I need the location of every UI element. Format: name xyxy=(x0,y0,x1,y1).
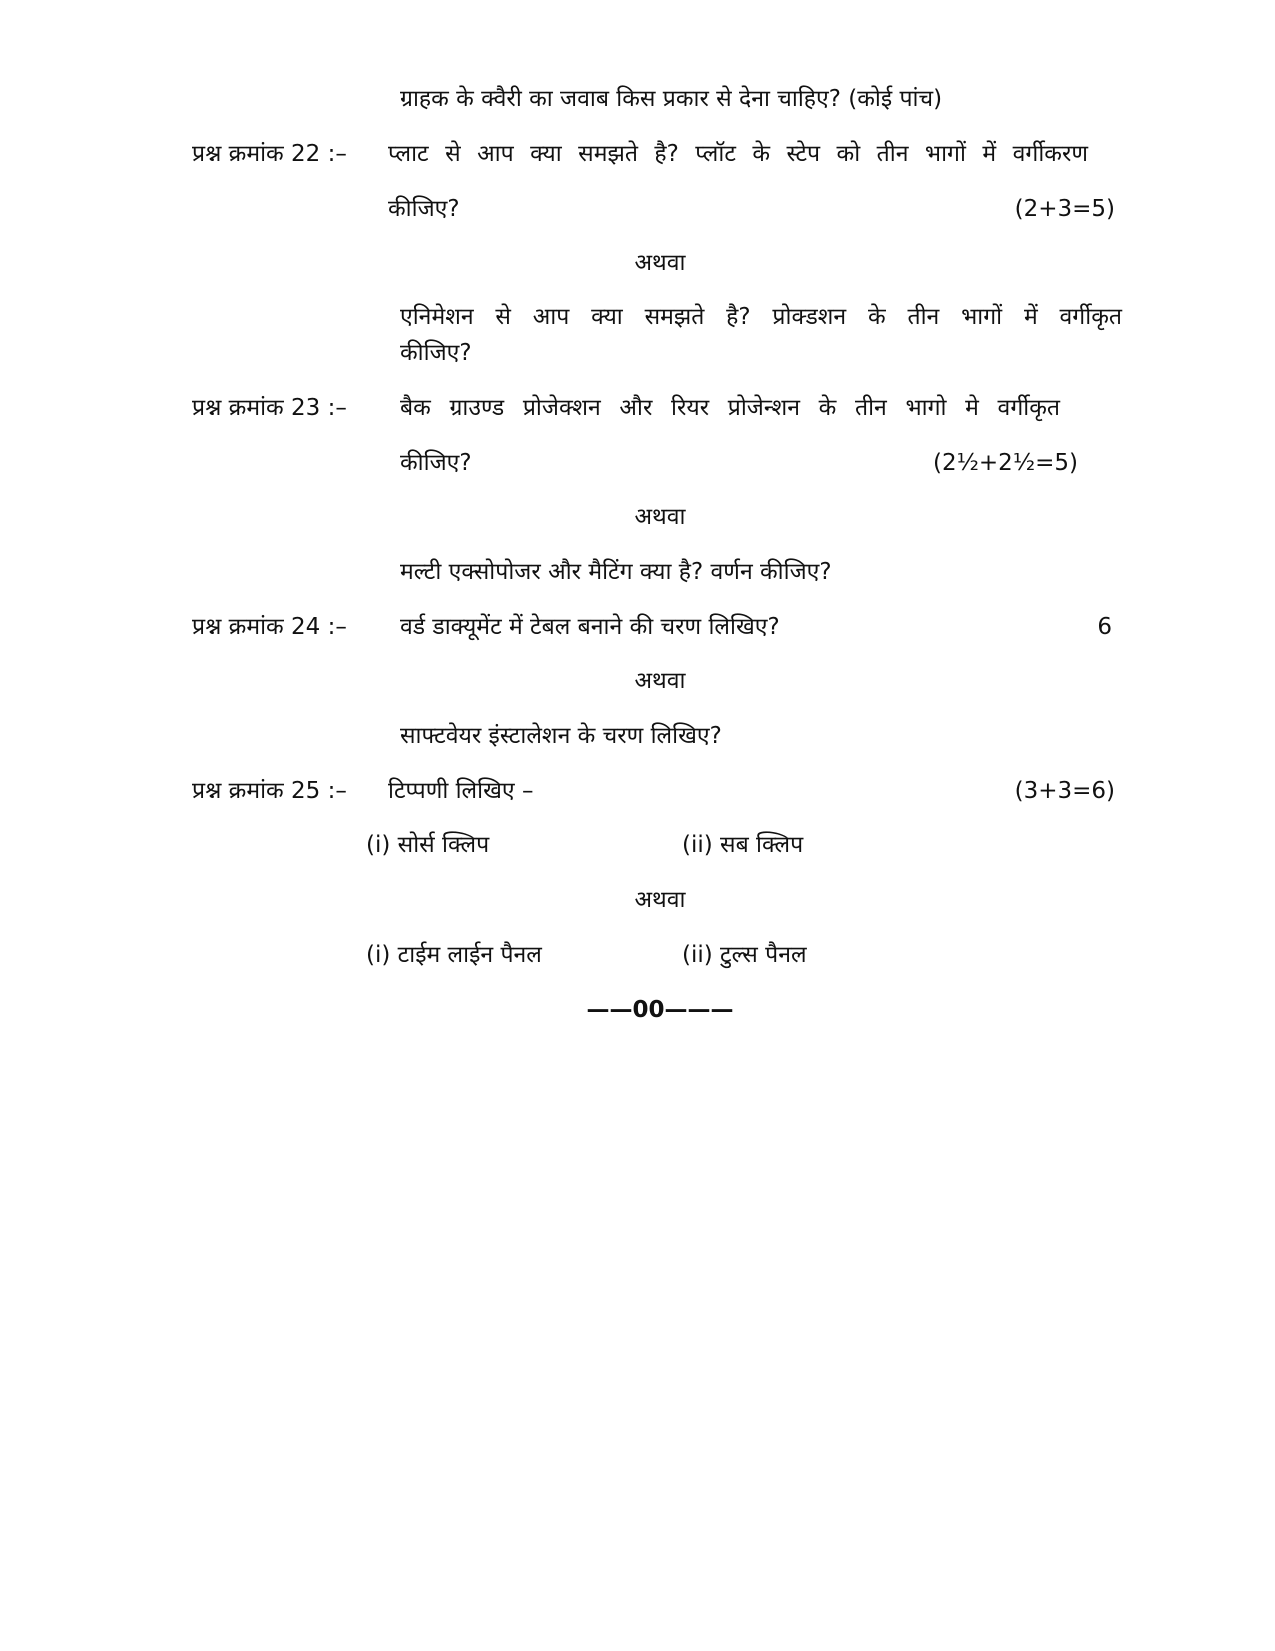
q24-marks: 6 xyxy=(1097,614,1112,640)
q25-alt-option-1: (i) टाईम लाईन पैनल xyxy=(366,942,542,968)
q22-text-line1: प्लाट से आप क्या समझते है? प्लॉट के स्टेप को तीन भागों में वर्गीकरण xyxy=(388,141,1088,167)
q25-label: प्रश्न क्रमांक 25 :– xyxy=(192,778,347,804)
q22-alt-line1: एनिमेशन से आप क्या समझते है? प्रोक्डशन के तीन भागों में वर्गीकृत xyxy=(400,304,1122,330)
q23-text-line1: बैक ग्राउण्ड प्रोजेक्शन और रियर प्रोजेन्शन के तीन भागो मे वर्गीकृत xyxy=(400,395,1060,421)
q22-alt-line2: कीजिए? xyxy=(400,340,472,366)
end-mark: ——00——— xyxy=(586,997,734,1023)
q23-label: प्रश्न क्रमांक 23 :– xyxy=(192,395,347,421)
q25-text: टिप्पणी लिखिए – xyxy=(388,778,534,804)
q22-label: प्रश्न क्रमांक 22 :– xyxy=(192,141,347,167)
q23-alt-text: मल्टी एक्सोपोजर और मैटिंग क्या है? वर्णन कीजिए? xyxy=(400,559,832,585)
q21-tail-text: ग्राहक के क्वैरी का जवाब किस प्रकार से देना चाहिए? (कोई पांच) xyxy=(400,86,943,112)
q24-label: प्रश्न क्रमांक 24 :– xyxy=(192,614,347,640)
q22-or: अथवा xyxy=(634,250,686,276)
q24-text: वर्ड डाक्यूमेंट में टेबल बनाने की चरण लिखिए? xyxy=(400,614,780,640)
q24-alt-text: साफ्टवेयर इंस्टालेशन के चरण लिखिए? xyxy=(400,723,722,749)
q25-option-1: (i) सोर्स क्लिप xyxy=(366,832,490,858)
q25-option-2: (ii) सब क्लिप xyxy=(682,832,804,858)
q25-or: अथवा xyxy=(634,887,686,913)
q23-or: अथवा xyxy=(634,504,686,530)
q23-text-line2: कीजिए? xyxy=(400,450,472,476)
q22-text-line2: कीजिए? xyxy=(388,196,460,222)
q25-marks: (3+3=6) xyxy=(1014,778,1115,804)
q25-alt-option-2: (ii) टुल्स पैनल xyxy=(682,942,807,968)
q22-marks: (2+3=5) xyxy=(1014,196,1115,222)
q23-marks: (2½+2½=5) xyxy=(933,450,1078,476)
q24-or: अथवा xyxy=(634,668,686,694)
